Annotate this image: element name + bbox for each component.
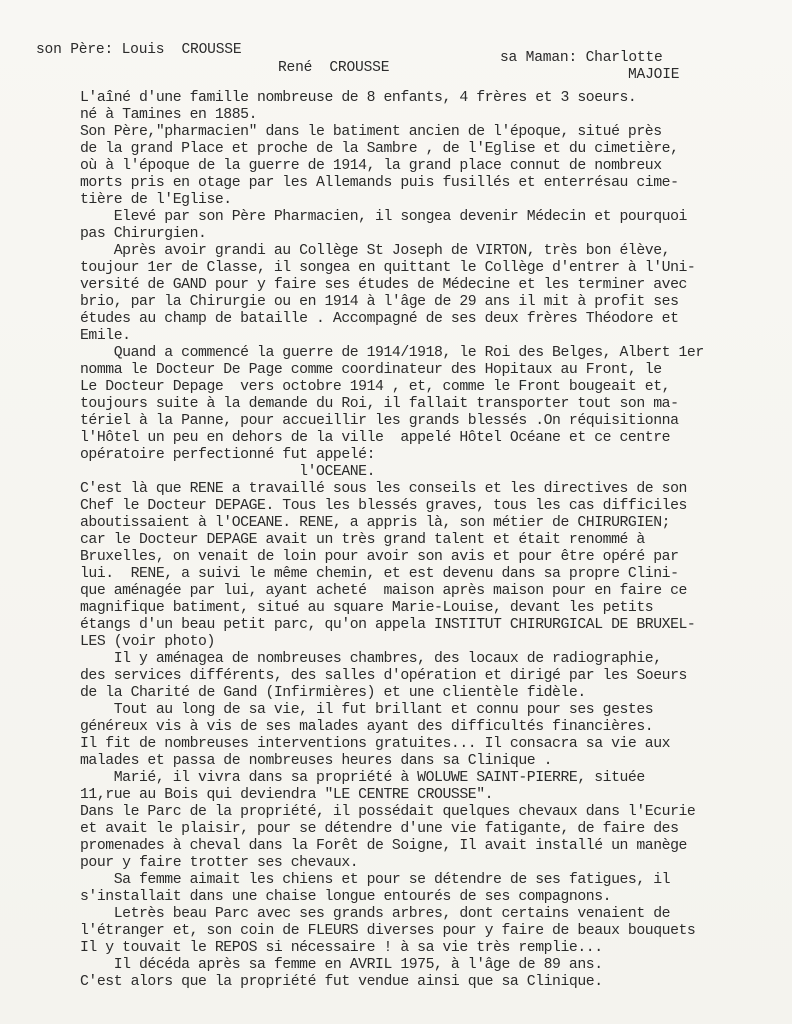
- biography-text: [80, 90, 770, 991]
- text-line: Quand a commencé la guerre de 1914/1918, le Roi des Belges, Albert 1er: [80, 345, 704, 361]
- text-line: de la Charité de Gand (Infirmières) et une clientèle fidèle.: [80, 685, 586, 701]
- text-line: C'est là que RENE a travaillé sous les conseils et les directives de son: [80, 481, 687, 497]
- text-line: Le Docteur Depage vers octobre 1914 , et, comme le Front bougeait et,: [80, 379, 671, 395]
- text-line: pour y faire trotter ses chevaux.: [80, 855, 359, 871]
- text-line: 11,rue au Bois qui deviendra "LE CENTRE CROUSSE".: [80, 787, 494, 803]
- text-line: Letrès beau Parc avec ses grands arbres, dont certains venaient de: [80, 906, 671, 922]
- text-line: brio, par la Chirurgie ou en 1914 à l'âge de 29 ans il mit à profit ses: [80, 294, 679, 310]
- text-line: car le Docteur DEPAGE avait un très grand talent et était renommé à: [80, 532, 645, 548]
- text-line: Il décéda après sa femme en AVRIL 1975, à l'âge de 89 ans.: [80, 957, 603, 973]
- text-line: tière de l'Eglise.: [80, 192, 232, 208]
- text-line: que aménagée par lui, ayant acheté maison après maison pour en faire ce: [80, 583, 687, 599]
- text-line: Il y aménagea de nombreuses chambres, des locaux de radiographie,: [80, 651, 662, 667]
- text-line: Chef le Docteur DEPAGE. Tous les blessés graves, tous les cas difficiles: [80, 498, 687, 514]
- text-line: Sa femme aimait les chiens et pour se détendre de ses fatigues, il: [80, 872, 671, 888]
- text-line: l'étranger et, son coin de FLEURS diverses pour y faire de beaux bouquets: [80, 923, 696, 939]
- text-line: nomma le Docteur De Page comme coordinateur des Hopitaux au Front, le: [80, 362, 662, 378]
- text-line: promenades à cheval dans la Forêt de Soigne, Il avait installé un manège: [80, 838, 687, 854]
- mother-surname: MAJOIE: [628, 67, 680, 83]
- text-line: tériel à la Panne, pour accueillir les grands blessés .On réquisitionna: [80, 413, 679, 429]
- text-line: morts pris en otage par les Allemands puis fusillés et enterrésau cime-: [80, 175, 679, 191]
- subject-name: René CROUSSE: [278, 60, 390, 76]
- mother-name: sa Maman: Charlotte: [500, 50, 663, 66]
- text-line: des services différents, des salles d'opération et dirigé par les Soeurs: [80, 668, 687, 684]
- text-line: Il y touvait le REPOS si nécessaire ! à sa vie très remplie...: [80, 940, 603, 956]
- text-line: Elevé par son Père Pharmacien, il songea devenir Médecin et pourquoi: [80, 209, 687, 225]
- text-line: toujour 1er de Classe, il songea en quittant le Collège d'entrer à l'Uni-: [80, 260, 696, 276]
- text-line: Marié, il vivra dans sa propriété à WOLUWE SAINT-PIERRE, située: [80, 770, 645, 786]
- text-line: généreux vis à vis de ses malades ayant des difficultés financières.: [80, 719, 654, 735]
- text-line: où à l'époque de la guerre de 1914, la grand place connut de nombreux: [80, 158, 662, 174]
- text-line: malades et passa de nombreuses heures dans sa Clinique .: [80, 753, 553, 769]
- text-line: C'est alors que la propriété fut vendue ainsi que sa Clinique.: [80, 974, 603, 990]
- text-line: opératoire perfectionné fut appelé:: [80, 447, 376, 463]
- text-line: toujours suite à la demande du Roi, il fallait transporter tout son ma-: [80, 396, 679, 412]
- text-line: l'Hôtel un peu en dehors de la ville appelé Hôtel Océane et ce centre: [80, 430, 671, 446]
- text-line: études au champ de bataille . Accompagné de ses deux frères Théodore et: [80, 311, 679, 327]
- text-line: de la grand Place et proche de la Sambre , de l'Eglise et du cimetière,: [80, 141, 679, 157]
- text-line: Son Père,"pharmacien" dans le batiment ancien de l'époque, situé près: [80, 124, 662, 140]
- text-line: pas Chirurgien.: [80, 226, 207, 242]
- text-line: Bruxelles, on venait de loin pour avoir son avis et pour être opéré par: [80, 549, 679, 565]
- text-line: l'OCEANE.: [80, 464, 376, 480]
- text-line: LES (voir photo): [80, 634, 215, 650]
- text-line: né à Tamines en 1885.: [80, 107, 258, 123]
- text-line: Il fit de nombreuses interventions gratuites... Il consacra sa vie aux: [80, 736, 671, 752]
- text-line: aboutissaient à l'OCEANE. RENE, a appris là, son métier de CHIRURGIEN;: [80, 515, 671, 531]
- text-line: magnifique batiment, situé au square Marie-Louise, devant les petits: [80, 600, 654, 616]
- father-name: son Père: Louis CROUSSE: [36, 42, 242, 58]
- text-line: versité de GAND pour y faire ses études de Médecine et les terminer avec: [80, 277, 687, 293]
- text-line: Tout au long de sa vie, il fut brillant et connu pour ses gestes: [80, 702, 654, 718]
- text-line: s'installait dans une chaise longue entourés de ses compagnons.: [80, 889, 612, 905]
- text-line: Après avoir grandi au Collège St Joseph de VIRTON, très bon élève,: [80, 243, 671, 259]
- text-line: étangs d'un beau petit parc, qu'on appela INSTITUT CHIRURGICAL DE BRUXEL-: [80, 617, 696, 633]
- text-line: Dans le Parc de la propriété, il possédait quelques chevaux dans l'Ecurie: [80, 804, 696, 820]
- text-line: Emile.: [80, 328, 131, 344]
- text-line: L'aîné d'une famille nombreuse de 8 enfants, 4 frères et 3 soeurs.: [80, 90, 637, 106]
- text-line: lui. RENE, a suivi le même chemin, et est devenu dans sa propre Clini-: [80, 566, 679, 582]
- text-line: et avait le plaisir, pour se détendre d'une vie fatigante, de faire des: [80, 821, 679, 837]
